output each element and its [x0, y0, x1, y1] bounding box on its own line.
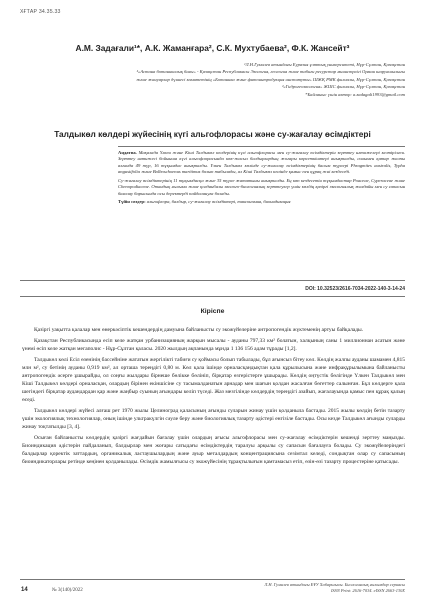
keywords-text: альгофлора, балдыр, су-жағалау өсімдіктері, таксономия, биоиндикация: [146, 199, 291, 205]
body-paragraph: Осыған байланысты көлдердің қазіргі жағдайын бағалау үшін олардың ағысы альгофлорасы мен су-жағалау өсімдіктерін кешенді зерттеу маңызды. Биоиндикация әдістерін пайдаланып, балдырлар мен жоғары сатыдағы өсімдіктердің таралуы арқылы су сапасын бағалауға болады. Су экожүйелеріндегі балдырлар қоректік заттардың, органикалық ластаушылардың және ауыр металдардың концентрациясына сезімтал келеді, сондықтан олар су сапасының биоиндикаторлары ретінде кеңінен қолданылады. Өсімдік жамылғысы су экожүйесінің тұрақтылығын қамтамасыз етіп, өзін-өзі тазарту процестеріне қатысады.: [22, 434, 405, 465]
journal-issn: ISSN Print: 2616-7034. eISSN 2663-130X: [330, 587, 405, 593]
classification-code: ХҒТАР 34.35.33: [20, 9, 61, 15]
keywords-line: [118, 199, 405, 205]
doi-link[interactable]: DOI: 10.32523/2616-7034-2022-140-3-14-24: [305, 286, 405, 292]
body-paragraph: Талдыкөл көлдері жүйесі алғаш рет 1970 жылы Целиноград қаласының ағынды суларын жинау үшін қолданыла бастады. 2015 жылы көлдің бетін тазарту үшін экологиялық технологиялар, оның ішінде ультракүлгін сәуле беру және биологиялық тазарту әдістері енгізіле бастады. Осы кезде Талдыкөл ағынды суларды жинау тоқтатылды [3, 4].: [22, 407, 405, 430]
body-paragraph: Қазіргі уақытта қалалар мен өнеркәсіптік кешендердің дамуына байланысты су экожүйелеріне антропогендік жүктеменің артуы байқалады.: [34, 327, 364, 333]
abstract-label: Аңдатпа.: [118, 150, 137, 155]
abstract-paragraph: [118, 150, 405, 176]
section-heading-introduction: Кіріспе: [200, 308, 225, 315]
keywords-label: Түйін сөздер:: [118, 199, 146, 205]
journal-footer: [195, 582, 405, 594]
footer-rule: [20, 579, 405, 580]
affiliation-line: ³«Гидрогеоэкология» ЖШС филиалы, Нұр-Сұлтан, Қазақстан: [281, 84, 405, 90]
abstract-top-rule: [118, 146, 405, 147]
journal-name: Л.Н. Гумилев атындағы ЕҰУ Хабаршысы. Биологиялық ғылымдар сериясы: [264, 582, 405, 587]
affiliation-line: және жануарлар дүниесі комитетінің «Ботаника және фитоинтродукция институты» ШЖҚ РМК филиалы, Нұр-Сұлтан, Қазақстан: [136, 76, 405, 82]
body-text: [22, 326, 405, 469]
affiliation-line: ¹Л.Н.Гумилев атындағы Еуразия ұлттық университеті, Нұр-Сұлтан, Қазақстан: [244, 62, 405, 67]
affiliations-block: [75, 61, 405, 98]
abstract-text: Мақалада Үлкен және Кіші Талдыкөл көлдерінің күгі альгофлорасы мен су-жағалау өсімдіктерін зерттеу нәтижелері келтірілген. Зерттеу нәтижесі бойынша күгі альгофлорасында көк-жасыл балдырлардың жоғары көрсеткіштері анықталды, сонымен қатар жалпы алғанда 49 түр, 16 тұқымдас анықталды. Үлкен Талдыкөл көлінде су-жағалау өсімдіктерінің басым түрлері Phragmites australis, Typha angustifolia және Bolboschoenus maritimus болып табылады, ал Кіші Талдыкөл көлінде қамыс пен құрақ жиі кездеседі.: [118, 150, 405, 175]
article-title: Талдыкөл көлдері жүйесінің күгі альгофлорасы және су-жағалау өсімдіктері: [54, 129, 371, 139]
doi-bottom-rule: [20, 296, 405, 297]
abstract-text-continued: Су-жағалау өсімдіктерінің 11 тұқымдасқа және 35 түрге жататыны анықталды. Ең көп кездесетін тұқымдастар Poaceae, Cyperaceae және Chenopodiaceae. Отандық ғылыми және қолданбалы эколого-биологиялық зерттеулер үшін көлдің қазіргі экологиялық жағдайы мен су сапасын бағалау барысында осы деректерді пайдалануға болады.: [118, 177, 405, 196]
body-paragraph: Талдыкөл көлі Есіл өзенінің бассейніне жататын жергілікті табиғи су қоймасы болып табылады, бұл ағынсыз бітеу көл. Көлдің жалпы ауданы шамамен 4,815 млн м², су бетінің ауданы 0,919 км², ал орташа тереңдігі 0,80 м. Көл қала ішінде орналасқандықтан қала құрылысына және инфрақұрылымына байланысты антропогендік әсерге ұшырайды, ол соңғы жылдары бірнеше бөлікке бөлініп, бірқатар өзгерістерге ұшырады. Көлдің оңтүстік бөлігінде Үлкен Талдыкөл мен Кіші Талдыкөл көлдері орналасқан, олардың бірінен екіншісіне су тасымалданатын арнадар мен шағын қолдан жасалған бөгеттер салынған. Бұл көлдерге қала шегіндегі бірқатар аудандардан қар және жаңбыр суының ағындары келіп түседі. Жаз мезгілінде көлдердің тереңдігі азайып, жағалауында қамыс пен құрақ қалың өседі.: [22, 356, 405, 403]
corresponding-author-email: *Байланыс үшін автор: a.zadagali1993@gmail.com: [305, 91, 405, 97]
page-number: 14: [21, 587, 28, 593]
issue-number: № 3(140)/2022: [52, 588, 83, 593]
affiliation-line: ²«Астана ботаникалық бағы» - Қазақстан Республикасы Экология, геология және табиғи ресурстар министрлігі Орман шаруашылығы: [136, 69, 405, 75]
doi-rule: [20, 280, 405, 281]
author-list: А.М. Задағали¹*, А.К. Жаманғара², С.К. Мухтубаева², Ф.К. Жансейт³: [75, 43, 350, 53]
body-paragraph: Қазақстан Республикасында есіп келе жатқан урбанизацияның жарқын мысалы - ауданы 797,33 км² болатын, халқының саны 1 миллионнан асатын және үнемі өсіп келе жатқан мегаполис - Нұр-Сұлтан қаласы. 2020 жылдың ақпанында мұнда 1 136 156 адам тұрады [1,2].: [22, 337, 405, 352]
abstract-block: [118, 146, 405, 206]
